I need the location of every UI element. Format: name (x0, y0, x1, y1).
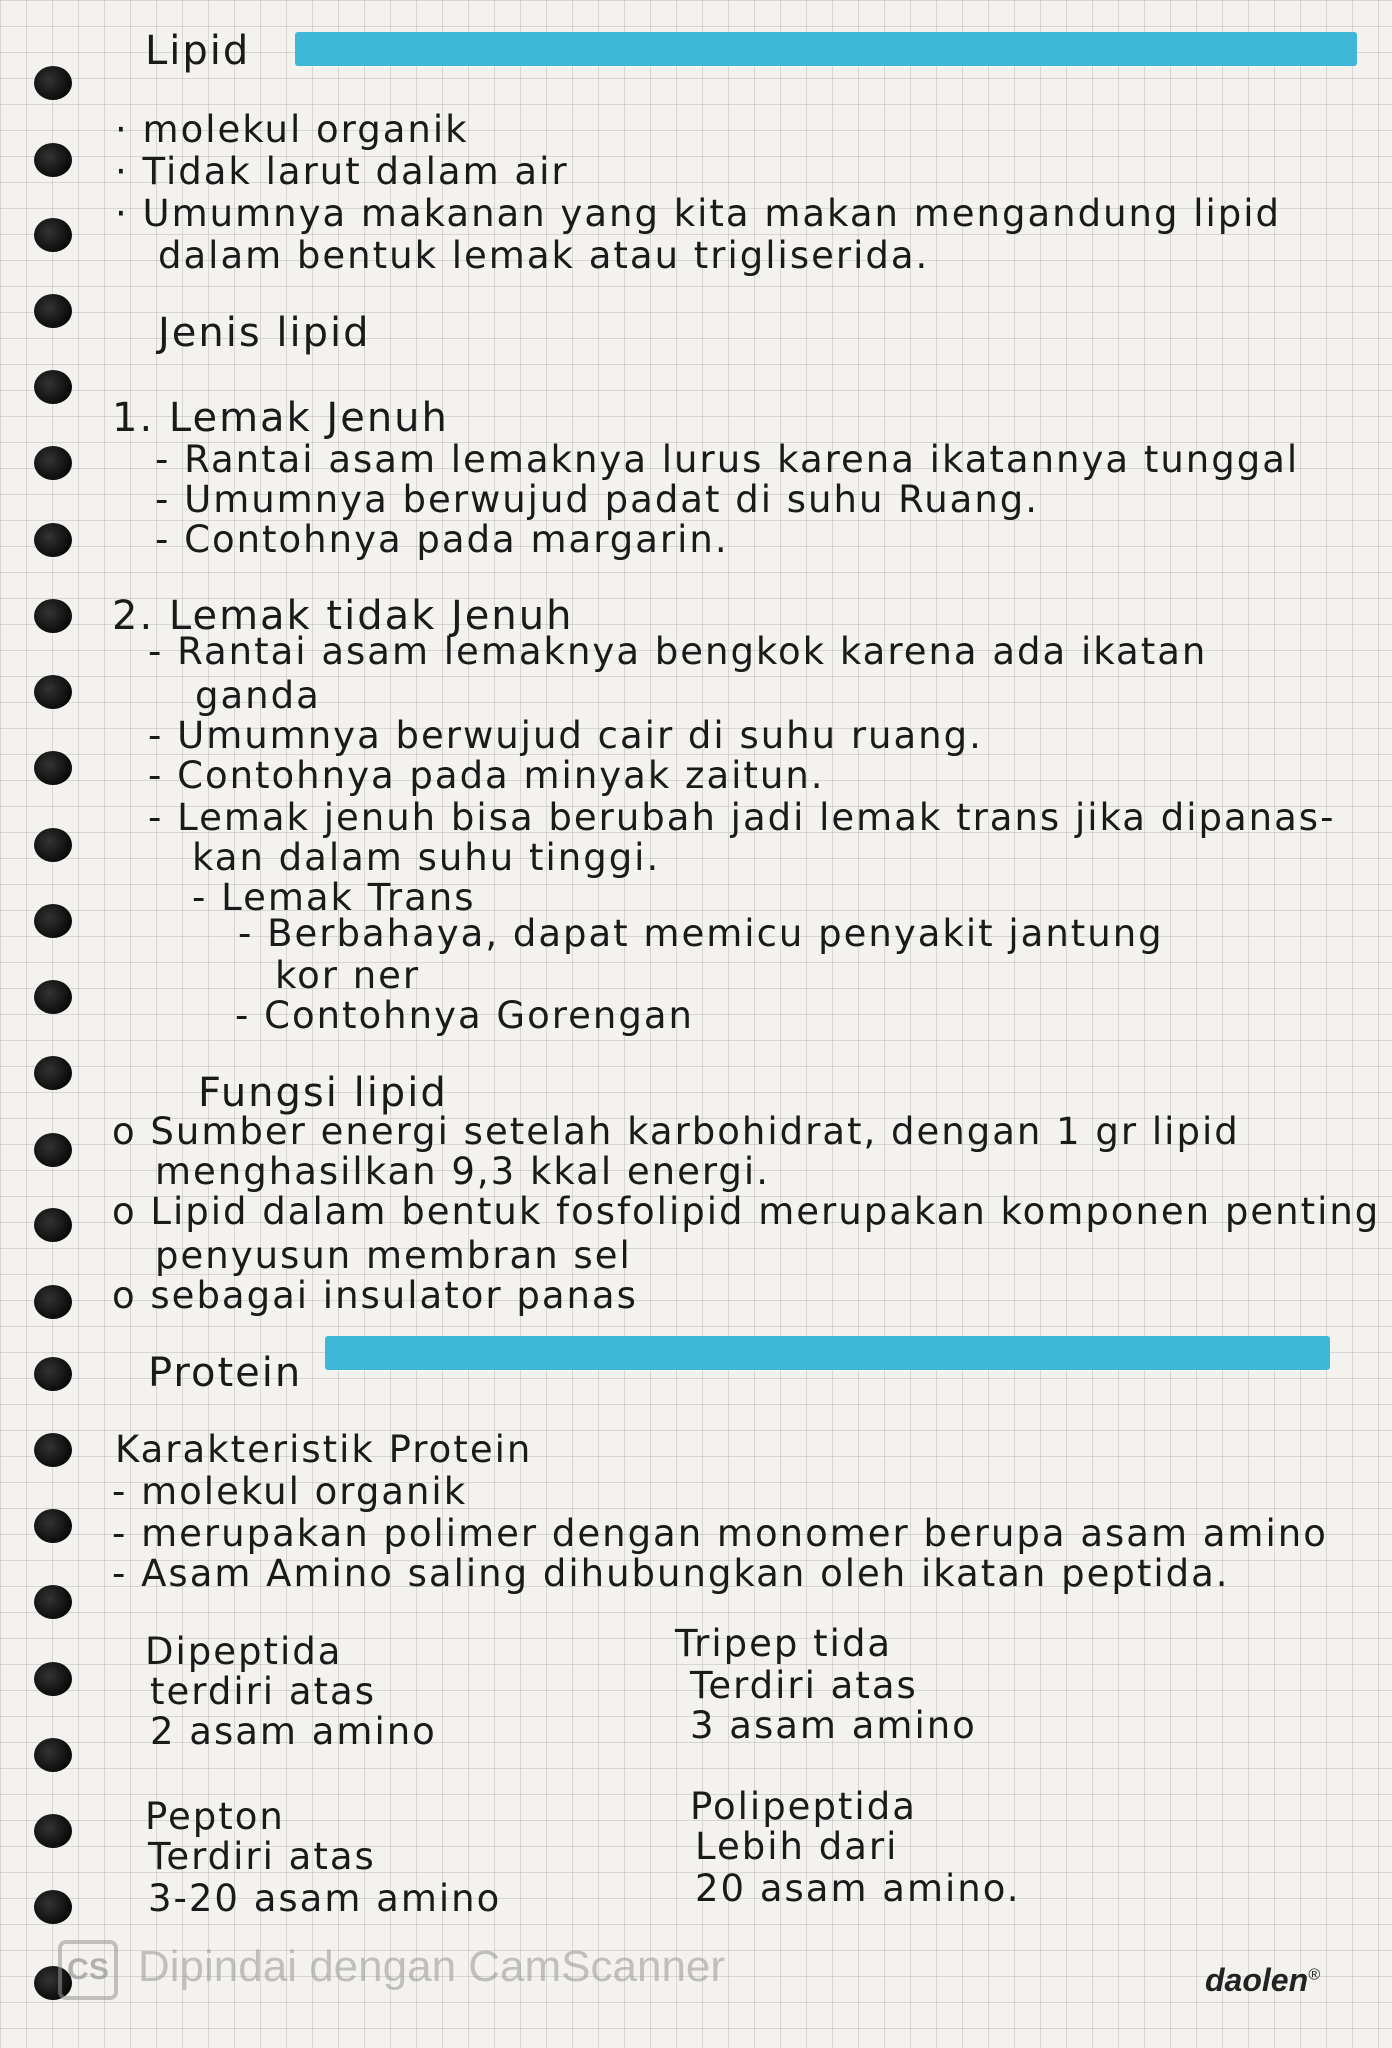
brand-registered-mark: ® (1308, 1966, 1320, 1984)
lipid-highlight-bar (295, 32, 1357, 66)
unsaturated-title: 2. Lemak tidak Jenuh (112, 593, 574, 639)
tripeptida-line: Terdiri atas (690, 1664, 918, 1707)
protein-highlight-bar (325, 1336, 1330, 1370)
protein-char-item: - molekul organik (112, 1470, 468, 1513)
binder-hole (34, 828, 72, 862)
polipeptida-line: Lebih dari (695, 1825, 899, 1868)
trans-fat-title: - Lemak Trans (192, 876, 476, 919)
binder-hole (34, 1509, 72, 1543)
protein-title: Protein (148, 1350, 303, 1396)
function-item: o Sumber energi setelah karbohidrat, dengan 1 gr lipid (112, 1110, 1240, 1153)
binder-hole (34, 751, 72, 785)
binder-hole (34, 143, 72, 177)
dipeptida-title: Dipeptida (145, 1630, 343, 1673)
saturated-item: - Rantai asam lemaknya lurus karena ikatannya tunggal (155, 438, 1300, 481)
tripeptida-line: 3 asam amino (690, 1704, 977, 1747)
camscanner-logo-icon: CS (58, 1940, 118, 2000)
pepton-line: Terdiri atas (148, 1835, 376, 1878)
binder-hole (34, 1433, 72, 1467)
binder-hole (34, 1585, 72, 1619)
unsaturated-item-cont: kan dalam suhu tinggi. (192, 836, 661, 879)
lipid-point: · Umumnya makanan yang kita makan mengandung lipid (115, 192, 1282, 235)
binder-hole (34, 1814, 72, 1848)
binder-hole (34, 1890, 72, 1924)
tripeptida-title: Tripep tida (675, 1622, 893, 1665)
function-item: o sebagai insulator panas (112, 1274, 638, 1317)
binder-hole (34, 1133, 72, 1167)
notebook-brand-logo (1205, 1962, 1320, 1999)
function-item-cont: menghasilkan 9,3 kkal energi. (155, 1150, 770, 1193)
unsaturated-item-cont: ganda (195, 674, 321, 717)
dipeptida-line: terdiri atas (150, 1670, 376, 1713)
binder-hole (34, 370, 72, 404)
polipeptida-line: 20 asam amino. (695, 1867, 1021, 1910)
trans-fat-item: - Berbahaya, dapat memicu penyakit jantung (238, 912, 1164, 955)
lipid-point: · molekul organik (115, 108, 469, 151)
binder-hole (34, 1208, 72, 1242)
binder-hole (34, 446, 72, 480)
saturated-item: - Contohnya pada margarin. (155, 518, 729, 561)
polipeptida-title: Polipeptida (690, 1785, 917, 1828)
binder-hole (34, 1285, 72, 1319)
saturated-title: 1. Lemak Jenuh (112, 395, 449, 441)
protein-char-heading: Karakteristik Protein (115, 1428, 533, 1471)
binder-hole (34, 1056, 72, 1090)
binder-hole (34, 904, 72, 938)
saturated-item: - Umumnya berwujud padat di suhu Ruang. (155, 478, 1040, 521)
lipid-point-cont: dalam bentuk lemak atau trigliserida. (158, 234, 930, 277)
function-heading: Fungsi lipid (198, 1070, 448, 1116)
dipeptida-line: 2 asam amino (150, 1710, 437, 1753)
binder-hole (34, 294, 72, 328)
unsaturated-item: - Contohnya pada minyak zaitun. (148, 754, 825, 797)
trans-fat-item-cont: kor ner (275, 954, 421, 997)
binder-hole (34, 66, 72, 100)
lipid-types-heading: Jenis lipid (158, 310, 371, 356)
scanner-watermark: Dipindai dengan CamScanner (138, 1942, 726, 1991)
unsaturated-item: - Lemak jenuh bisa berubah jadi lemak trans jika dipanas- (148, 796, 1336, 839)
pepton-line: 3-20 asam amino (148, 1877, 502, 1920)
brand-name: daolen (1205, 1962, 1309, 1998)
binder-hole (34, 218, 72, 252)
function-item-cont: penyusun membran sel (155, 1234, 632, 1277)
unsaturated-item: - Umumnya berwujud cair di suhu ruang. (148, 714, 983, 757)
pepton-title: Pepton (145, 1795, 285, 1838)
binder-hole (34, 980, 72, 1014)
binder-hole (34, 675, 72, 709)
trans-fat-item: - Contohnya Gorengan (235, 994, 694, 1037)
protein-char-item: - merupakan polimer dengan monomer berupa asam amino (112, 1512, 1328, 1555)
binder-hole (34, 1357, 72, 1391)
binder-hole (34, 1662, 72, 1696)
binder-hole (34, 523, 72, 557)
lipid-title: Lipid (145, 28, 251, 74)
binder-hole (34, 1738, 72, 1772)
protein-char-item: - Asam Amino saling dihubungkan oleh ikatan peptida. (112, 1552, 1230, 1595)
binder-hole (34, 599, 72, 633)
function-item: o Lipid dalam bentuk fosfolipid merupakan komponen penting (112, 1190, 1381, 1233)
unsaturated-item: - Rantai asam lemaknya bengkok karena ada ikatan (148, 630, 1208, 673)
binder-holes (0, 0, 110, 2048)
lipid-point: · Tidak larut dalam air (115, 150, 569, 193)
